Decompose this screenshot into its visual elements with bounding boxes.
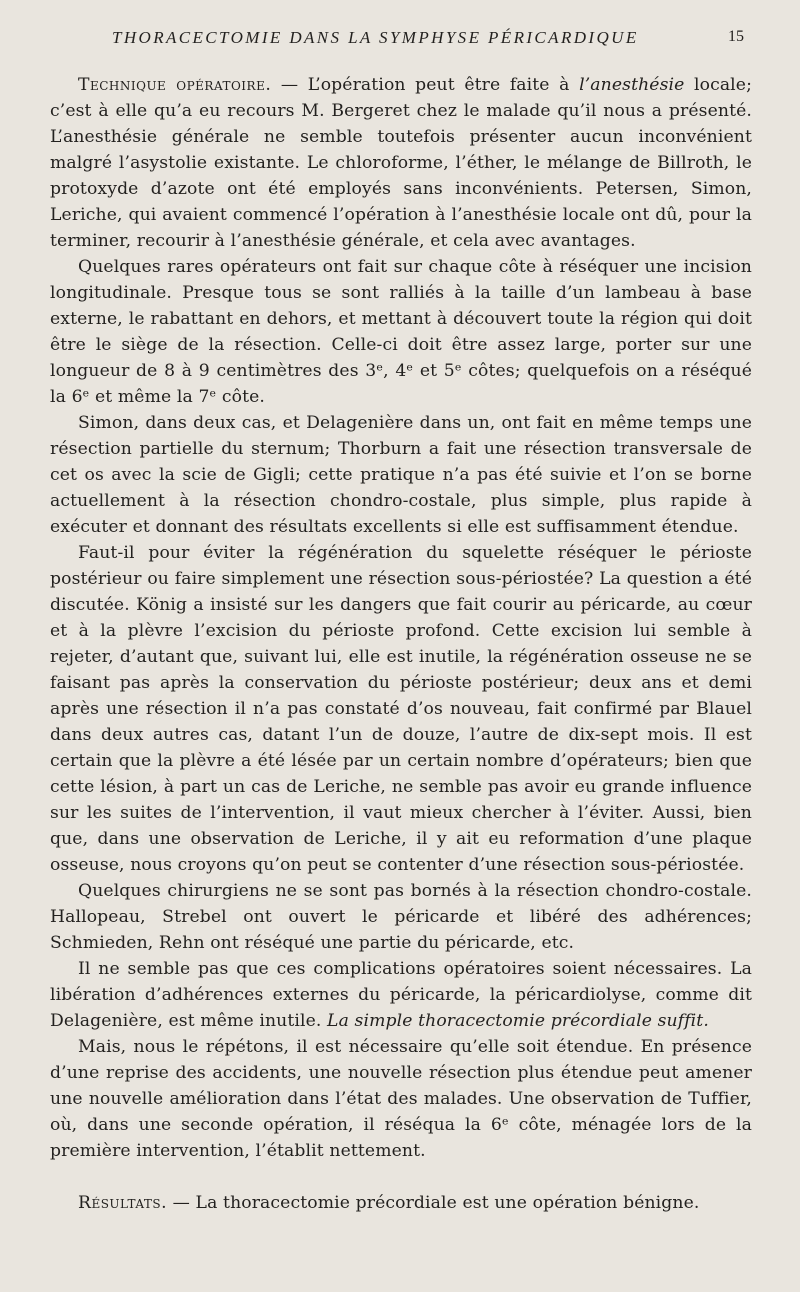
section-lead-technique: Technique opératoire.	[78, 75, 272, 95]
paragraph-incision: Quelques rares opérateurs ont fait sur chaque côte à réséquer une incision longitudinale. Presque tous se sont ralliés à la taille d’un lambeau à base externe, le rabattant en dehors, et mettant à découvert toute la région qui doit être le siège de la résection. Celle-ci doit être assez large, porter sur une longueur de 8 à 9 centimètres des 3ᵉ, 4ᵉ et 5ᵉ côtes; quelquefois on a réséqué la 6ᵉ et même la 7ᵉ côte.	[50, 257, 752, 407]
italic-text: La simple thoracectomie précordiale suffit.	[327, 1011, 709, 1031]
paragraph-text: Il ne semble pas que ces complications opératoires soient nécessaires. La libération d’adhérences externes du péricarde, la péricardiolyse, comme dit Delagenière, est même inutile.	[50, 959, 752, 1031]
running-head	[50, 28, 752, 58]
italic-text: l’anesthésie	[579, 75, 685, 95]
paragraph-technique	[50, 72, 752, 254]
paragraph-results	[50, 1190, 752, 1216]
paragraph-text: — L’opération peut être faite à	[271, 75, 580, 95]
page-number: 15	[728, 28, 744, 45]
paragraph-text: — La thoracectomie précordiale est une opération bénigne.	[167, 1193, 700, 1213]
running-title: THORACECTOMIE DANS LA SYMPHYSE PÉRICARDIQUE	[112, 28, 639, 47]
paragraph-extent: Mais, nous le répétons, il est nécessaire qu’elle soit étendue. En présence d’une reprise des accidents, une nouvelle résection plus étendue peut amener une nouvelle amélioration dans l’état des malades. Une observation de Tuffier, où, dans une seconde opération, il réséqua la 6ᵉ côte, ménagée lors de la première intervention, l’établit nettement.	[50, 1037, 752, 1161]
paragraph-complications	[50, 956, 752, 1034]
section-lead-results: Résultats.	[78, 1193, 168, 1213]
paragraph-periosteum: Faut-il pour éviter la régénération du squelette réséquer le périoste postérieur ou faire simplement une résection sous-périostée? La question a été discutée. König a insisté sur les dangers que fait courir au péricarde, au cœur et à la plèvre l’excision du périoste profond. Cette excision lui semble à rejeter, d’autant que, suivant lui, elle est inutile, la régénération osseuse ne se faisant pas après la conservation du périoste postérieur; deux ans et demi après une résection il n’a pas constaté d’os nouveau, fait confirmé par Blauel dans deux autres cas, datant l’un de douze, l’autre de dix-sept mois. Il est certain que la plèvre a été lésée par un certain nombre d’opérateurs; bien que cette lésion, à part un cas de Leriche, ne semble pas avoir eu grande influence sur les suites de l’intervention, il vaut mieux chercher à l’éviter. Aussi, bien que, dans une observation de Leriche, il y ait eu reformation d’une plaque osseuse, nous croyons qu’on peut se contenter d’une résection sous-périostée.	[50, 543, 752, 875]
paragraph-surgeons: Quelques chirurgiens ne se sont pas bornés à la résection chondro-costale. Hallopeau, Strebel ont ouvert le péricarde et libéré des adhérences; Schmieden, Rehn ont réséqué une partie du péricarde, etc.	[50, 881, 752, 953]
paragraph-text: locale; c’est à elle qu’a eu recours M. Bergeret chez le malade qu’il nous a présenté. L’anesthésie générale ne semble toutefois présenter aucun inconvénient malgré l’asystolie existante. Le chloroforme, l’éther, le mélange de Billroth, le protoxyde d’azote ont été employés sans inconvénients. Petersen, Simon, Leriche, qui avaient commencé l’opération à l’anesthésie locale ont dû, pour la terminer, recourir à l’anesthésie générale, et cela avec avantages.	[50, 75, 753, 251]
body-text	[50, 72, 752, 1216]
paragraph-sternum: Simon, dans deux cas, et Delagenière dans un, ont fait en même temps une résection partielle du sternum; Thorburn a fait une résection transversale de cet os avec la scie de Gigli; cette pratique n’a pas été suivie et l’on se borne actuellement à la résection chondro-costale, plus simple, plus rapide à exécuter et donnant des résultats excellents si elle est suffisamment étendue.	[50, 413, 752, 537]
